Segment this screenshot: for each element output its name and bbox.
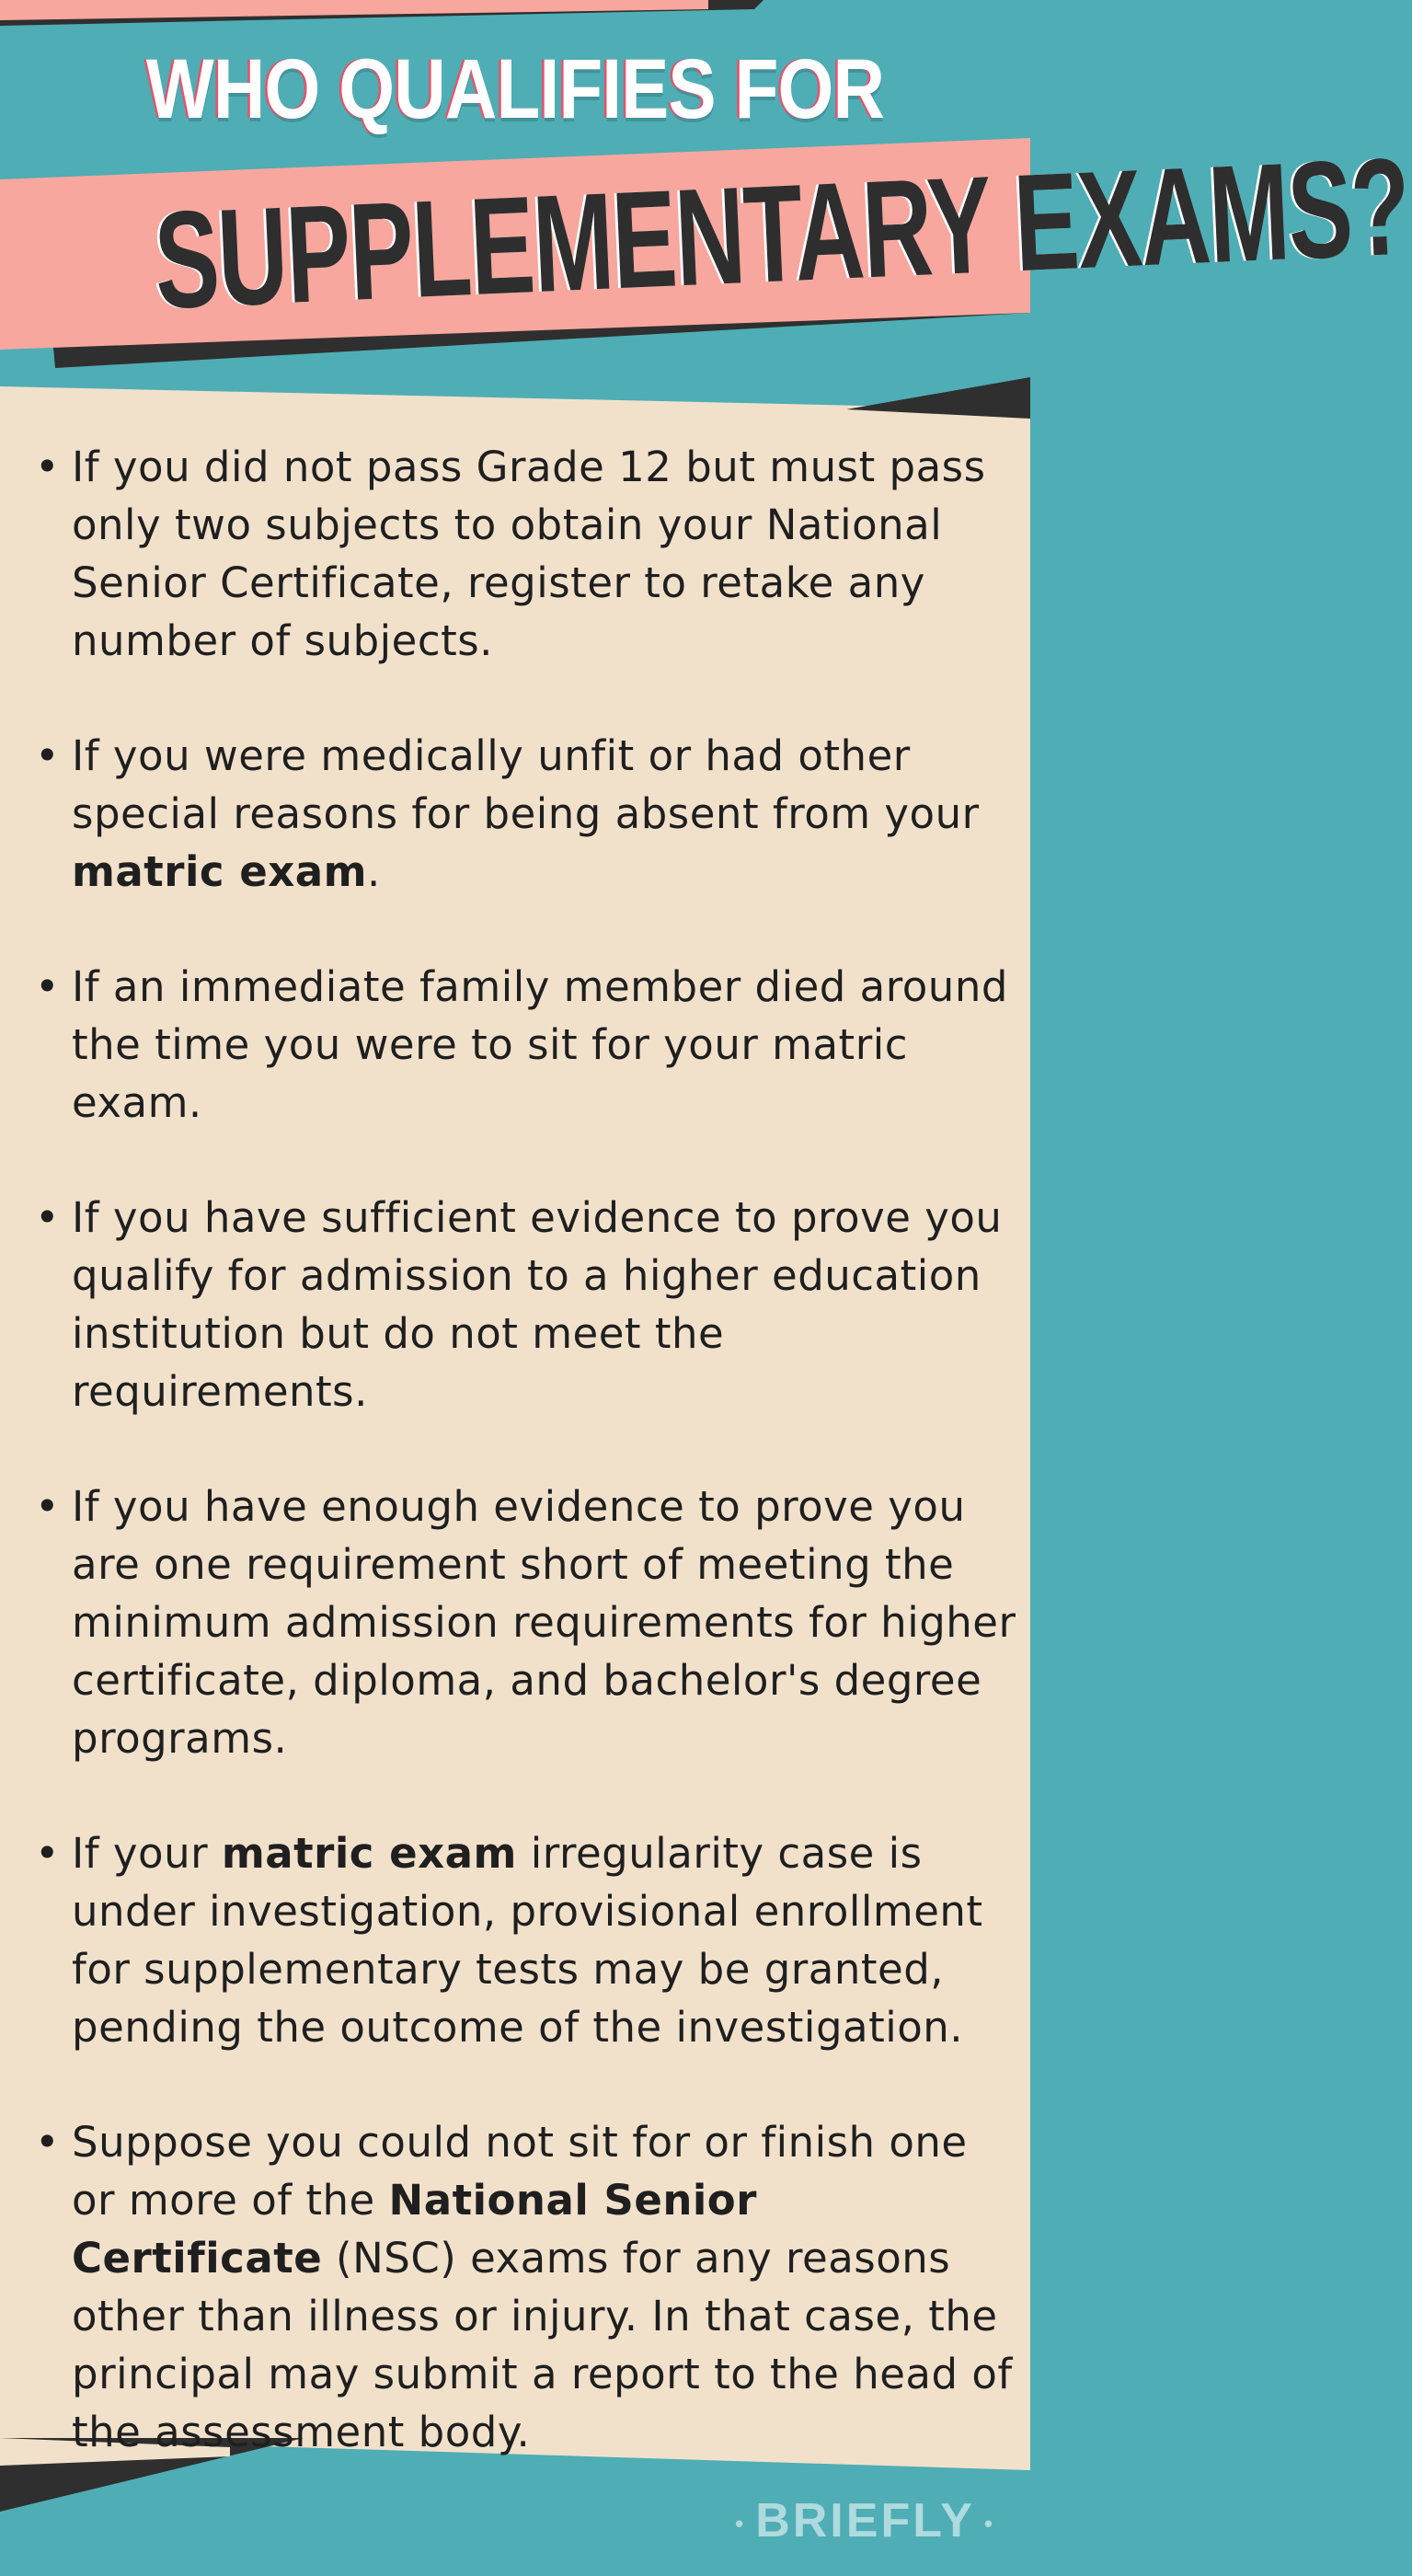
item-text: If you have sufficient evidence to prove you qualify for admission to a higher education institution but do not meet the requirements.: [72, 1193, 1003, 1416]
item-text: If you have enough evidence to prove you are one requirement short of meeting the minimum admission requirements for higher certificate, diploma, and bachelor's degree programs.: [72, 1482, 1016, 1763]
bullet-icon: •: [35, 1482, 61, 1531]
item-text: If your: [72, 1829, 222, 1878]
item-text: .: [367, 847, 381, 896]
brand-dot-right: •: [983, 2509, 995, 2537]
bullet-icon: •: [35, 1193, 61, 1242]
list-item: [35, 1478, 1019, 1767]
list-item: [35, 1824, 1019, 2056]
list-item: [35, 1189, 1019, 1420]
item-text: (NSC) exams for any reasons other than illness or injury. In that case, the principal may submit a report to the head of the assessment body.: [72, 2234, 1013, 2456]
brand-logo: [726, 2493, 1004, 2548]
item-text: If you did not pass Grade 12 but must pass only two subjects to obtain your National Senior Certificate, register to retake any number of subjects.: [72, 443, 986, 665]
bullet-icon: •: [35, 1829, 61, 1878]
qualification-list: [35, 438, 1019, 2518]
bullet-icon: •: [35, 962, 61, 1011]
list-item: [35, 438, 1019, 670]
item-text: irregularity case is under investigation, provisional enrollment for supplementary tests may be granted, pending the outcome of the investigation.: [72, 1829, 983, 2052]
item-text: Suppose you could not sit for or finish one or more of the: [72, 2118, 968, 2225]
brand-dot-left: •: [735, 2509, 747, 2537]
title-line-2: SUPPLEMENTARY EXAMS?: [151, 128, 1412, 339]
bold-text: National Senior Certificate: [72, 2176, 757, 2283]
bold-text: matric exam: [72, 847, 368, 896]
item-text: If you were medically unfit or had other special reasons for being absent from your: [72, 731, 980, 838]
item-text: If an immediate family member died around the time you were to sit for your matric exam.: [72, 962, 1008, 1127]
bullet-icon: •: [35, 2118, 61, 2167]
brand-name: BRIEFLY: [755, 2494, 975, 2547]
list-item: [35, 2113, 1019, 2461]
bullet-icon: •: [35, 731, 61, 780]
bullet-icon: •: [35, 443, 61, 491]
title-line-1: WHO QUALIFIES FOR: [145, 42, 885, 136]
list-item: [35, 727, 1019, 901]
bold-text: matric exam: [221, 1829, 517, 1878]
list-item: [35, 958, 1019, 1132]
